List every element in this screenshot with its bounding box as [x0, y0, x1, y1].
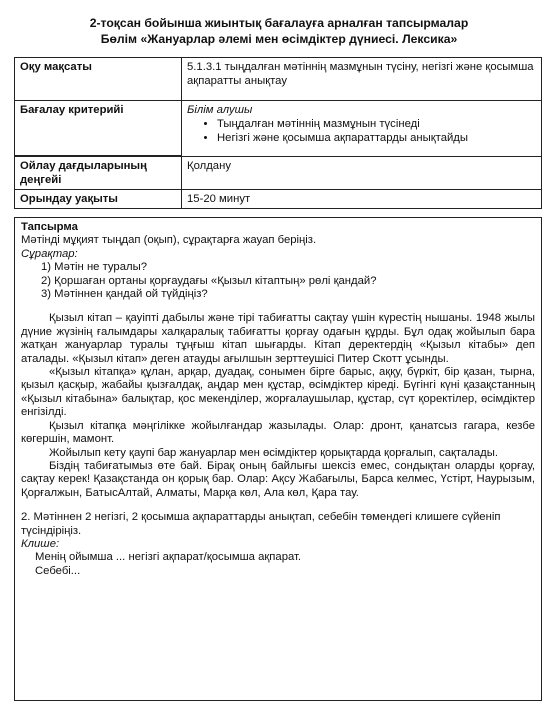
task-instruction: Мәтінді мұқият тыңдап (оқып), сұрақтарға жауап беріңіз.: [21, 234, 317, 247]
goal-label: Оқу мақсаты: [15, 58, 182, 101]
text-paragraph: «Қызыл кітапқа» құлан, арқар, дуадақ, сонымен бірге барыс, аққу, бүркіт, бір қазан, тырна, қызыл қасқыр, жабайы қызғалдақ, аңдар мен құстар, өсімдіктер кіреді. Бүгінгі күні қазақстанның «Қызыл кітабына» балықтар, қос мекенділер, жорғалаушылар, құстар, сүт қоректілер, өсімдіктер енгізілді.: [21, 366, 535, 419]
text-paragraph: Қызыл кітапқа мәңгілікке жойылғандар жазылады. Олар: дронт, қанатсыз гагара, кезбе көгершін, мамонт.: [21, 419, 535, 446]
criteria-intro: Білім алушы: [187, 104, 253, 116]
time-label: Орындау уақыты: [15, 190, 182, 209]
spacer: [21, 500, 535, 511]
question-item: 3) Мәтіннен қандай ой түйдіңіз?: [41, 288, 208, 301]
title-line-2: Бөлім «Жануарлар әлемі мен өсімдіктер дүниесі. Лексика»: [100, 32, 458, 46]
document-title: [0, 0, 558, 47]
task-box: [14, 217, 542, 701]
goal-value: 5.1.3.1 тыңдалған мәтіннің мазмұнын түсіну, негізгі және қосымша ақпаратты анықтау: [182, 58, 542, 101]
criteria-list: [187, 117, 536, 145]
task-heading: Тапсырма: [21, 221, 78, 233]
spacer: [21, 301, 535, 312]
text-paragraph: Қызыл кітап – қауіпті дабылы және тірі табиғатты сақтау үшін күрестің нышаны. 1948 жылы дүние жүзінің ғалымдары халқаралық табиғатты қорғау одағын құрды. Бұл одақ жойылып бара жатқан жануарлар туралы тұңғыш кітап шығарды. Кітап деректердің «Қызыл кітабы» деп аталады. «Қызыл кітап» деген атауды ағылшын зерттеушісі Питер Скотт ұсынды.: [21, 312, 535, 365]
text-paragraph: Біздің табиғатымыз өте бай. Бірақ оның байлығы шексіз емес, сондықтан оларды қорғау, сақтау керек! Қазақстанда он қорық бар. Олар: Ақсу Жабағылы, Барса келмес, Үстірт, Наурызым, Қорғалжын, БатысАлтай, Алматы, Марқа көл, Ала көл, Қара тау.: [21, 459, 535, 499]
objectives-table: [14, 57, 542, 209]
cliche-line: Менің ойымша ... негізгі ақпарат/қосымша ақпарат.: [35, 551, 302, 564]
skills-label: Ойлау дағдыларының деңгейі: [15, 157, 182, 190]
cliche-line: Себебі...: [35, 564, 81, 577]
task-2-text: 2. Мәтіннен 2 негізгі, 2 қосымша ақпараттарды анықтап, себебін төмендегі клишеге сүйеніп түсіндіріңіз.: [21, 511, 501, 537]
goal-row: [15, 58, 542, 101]
criteria-cell: [182, 101, 542, 157]
text-paragraph: Жойылып кету қаупі бар жануарлар мен өсімдіктер қорықтарда қорғалып, сақталады.: [49, 446, 498, 459]
questions-label: Сұрақтар:: [21, 247, 78, 260]
question-item: 1) Мәтін не туралы?: [41, 261, 147, 274]
skills-row: [15, 157, 542, 190]
criteria-row: [15, 101, 542, 156]
question-item: 2) Қоршаған ортаны қорғаудағы «Қызыл кітаптың» рөлі қандай?: [41, 274, 377, 287]
time-value: 15-20 минут: [182, 190, 542, 209]
time-row: [15, 190, 542, 209]
criteria-item: • Тыңдалған мәтіннің мазмұнын түсінеді: [217, 117, 536, 131]
cliche-label: Клише:: [21, 537, 60, 550]
criteria-label: Бағалау критерийі: [15, 101, 182, 156]
title-line-1: 2-тоқсан бойынша жиынтық бағалауға арналған тапсырмалар: [89, 16, 469, 30]
criteria-item: • Негізгі және қосымша ақпараттарды анықтайды: [217, 131, 536, 145]
skills-value: Қолдану: [182, 157, 542, 190]
